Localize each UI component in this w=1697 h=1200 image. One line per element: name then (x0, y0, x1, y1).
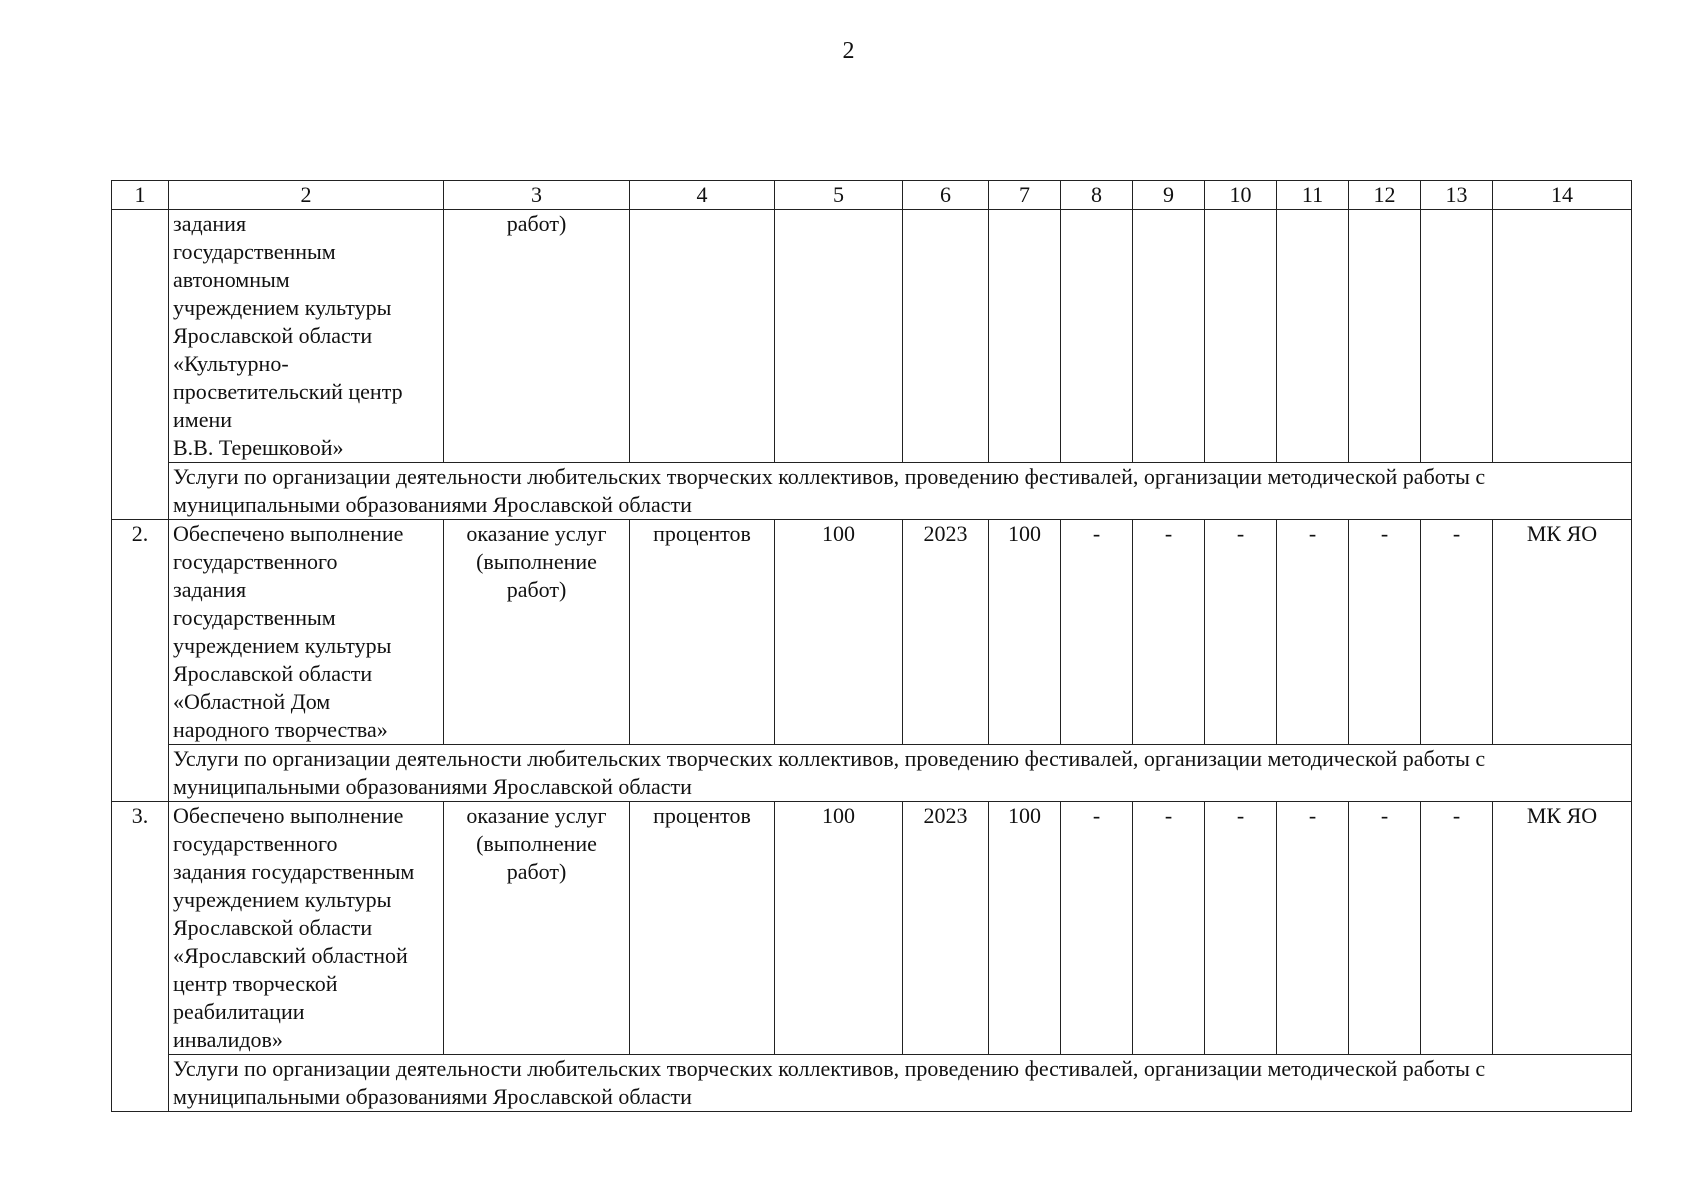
table-row (112, 210, 1632, 463)
header-cell: 8 (1061, 181, 1133, 210)
responsible-cell: МК ЯО (1493, 520, 1632, 745)
header-cell: 6 (903, 181, 989, 210)
text-line: оказание услуг (466, 521, 607, 546)
text-line: (выполнение (476, 831, 597, 856)
value-cell: - (1205, 520, 1277, 745)
empty-cell (1277, 210, 1349, 463)
empty-cell (1133, 210, 1205, 463)
header-cell: 9 (1133, 181, 1205, 210)
text-line: просветительский центр (173, 379, 403, 404)
header-cell: 5 (775, 181, 903, 210)
type-cell (444, 802, 630, 1055)
value-cell: 100 (989, 520, 1061, 745)
text-line: государственным (173, 605, 336, 630)
header-cell: 4 (630, 181, 775, 210)
value-cell: - (1133, 802, 1205, 1055)
services-row (112, 1055, 1632, 1112)
text-line: государственного (173, 831, 338, 856)
services-cell: Услуги по организации деятельности любительских творческих коллективов, проведению фестивалей, организации методической работы с муниципальными образованиями Ярославской области (169, 1055, 1632, 1112)
text-line: «Ярославский областной (173, 943, 408, 968)
header-cell: 11 (1277, 181, 1349, 210)
base-value-cell: 100 (775, 802, 903, 1055)
text-line: задания государственным (173, 859, 415, 884)
value-cell: 100 (989, 802, 1061, 1055)
services-row (112, 745, 1632, 802)
empty-cell (1061, 210, 1133, 463)
services-cell: Услуги по организации деятельности любительских творческих коллективов, проведению фестивалей, организации методической работы с муниципальными образованиями Ярославской области (169, 745, 1632, 802)
text-line: работ) (506, 859, 567, 884)
row-number-cell (112, 210, 169, 520)
services-cell: Услуги по организации деятельности любительских творческих коллективов, проведению фестивалей, организации методической работы с муниципальными образованиями Ярославской области (169, 463, 1632, 520)
empty-cell (903, 210, 989, 463)
value-cell: - (1133, 520, 1205, 745)
unit-cell: процентов (630, 520, 775, 745)
text-line: государственным (173, 239, 336, 264)
value-cell: - (1205, 802, 1277, 1055)
text-line: центр творческой (173, 971, 338, 996)
result-description-cell (169, 210, 444, 463)
text-line: задания (173, 211, 247, 236)
table-row (112, 520, 1632, 745)
text-line: учреждением культуры (173, 633, 392, 658)
header-cell: 1 (112, 181, 169, 210)
value-cell: - (1061, 520, 1133, 745)
text-line: «Культурно- (173, 351, 289, 376)
type-cell (444, 520, 630, 745)
value-cell: - (1349, 520, 1421, 745)
value-cell: - (1349, 802, 1421, 1055)
header-cell: 3 (444, 181, 630, 210)
empty-cell (989, 210, 1061, 463)
value-cell: - (1061, 802, 1133, 1055)
text-line: учреждением культуры (173, 887, 392, 912)
header-cell: 10 (1205, 181, 1277, 210)
empty-cell (1205, 210, 1277, 463)
text-line: Обеспечено выполнение (173, 521, 404, 546)
value-cell: - (1421, 802, 1493, 1055)
base-value-cell: 100 (775, 520, 903, 745)
empty-cell (1421, 210, 1493, 463)
empty-cell (1493, 210, 1632, 463)
text-line: Ярославской области (173, 915, 373, 940)
services-row (112, 463, 1632, 520)
text-line: инвалидов» (173, 1027, 283, 1052)
value-cell: - (1277, 520, 1349, 745)
header-cell: 12 (1349, 181, 1421, 210)
result-description-cell (169, 520, 444, 745)
responsible-cell: МК ЯО (1493, 802, 1632, 1055)
empty-cell (775, 210, 903, 463)
text-line: государственного (173, 549, 338, 574)
text-line: Ярославской области (173, 323, 373, 348)
type-cell: работ) (444, 210, 630, 463)
row-number-cell: 3. (112, 802, 169, 1112)
header-cell: 2 (169, 181, 444, 210)
text-line: Ярославской области (173, 661, 373, 686)
text-line: Обеспечено выполнение (173, 803, 404, 828)
text-line: народного творчества» (173, 717, 388, 742)
text-line: «Областной Дом (173, 689, 331, 714)
text-line: (выполнение (476, 549, 597, 574)
base-year-cell: 2023 (903, 520, 989, 745)
header-cell: 13 (1421, 181, 1493, 210)
value-cell: - (1421, 520, 1493, 745)
header-cell: 14 (1493, 181, 1632, 210)
value-cell: - (1277, 802, 1349, 1055)
text-line: имени (173, 407, 233, 432)
text-line: задания (173, 577, 247, 602)
text-line: учреждением культуры (173, 295, 392, 320)
page-number: 2 (842, 38, 855, 64)
text-line: работ) (506, 577, 567, 602)
text-line: оказание услуг (466, 803, 607, 828)
empty-cell (630, 210, 775, 463)
table-row (112, 802, 1632, 1055)
text-line: автономным (173, 267, 290, 292)
header-row (112, 181, 1632, 210)
text-line: реабилитации (173, 999, 305, 1024)
unit-cell: процентов (630, 802, 775, 1055)
indicators-table (111, 180, 1632, 1112)
header-cell: 7 (989, 181, 1061, 210)
result-description-cell (169, 802, 444, 1055)
row-number-cell: 2. (112, 520, 169, 802)
text-line: В.В. Терешковой» (173, 435, 344, 460)
base-year-cell: 2023 (903, 802, 989, 1055)
empty-cell (1349, 210, 1421, 463)
